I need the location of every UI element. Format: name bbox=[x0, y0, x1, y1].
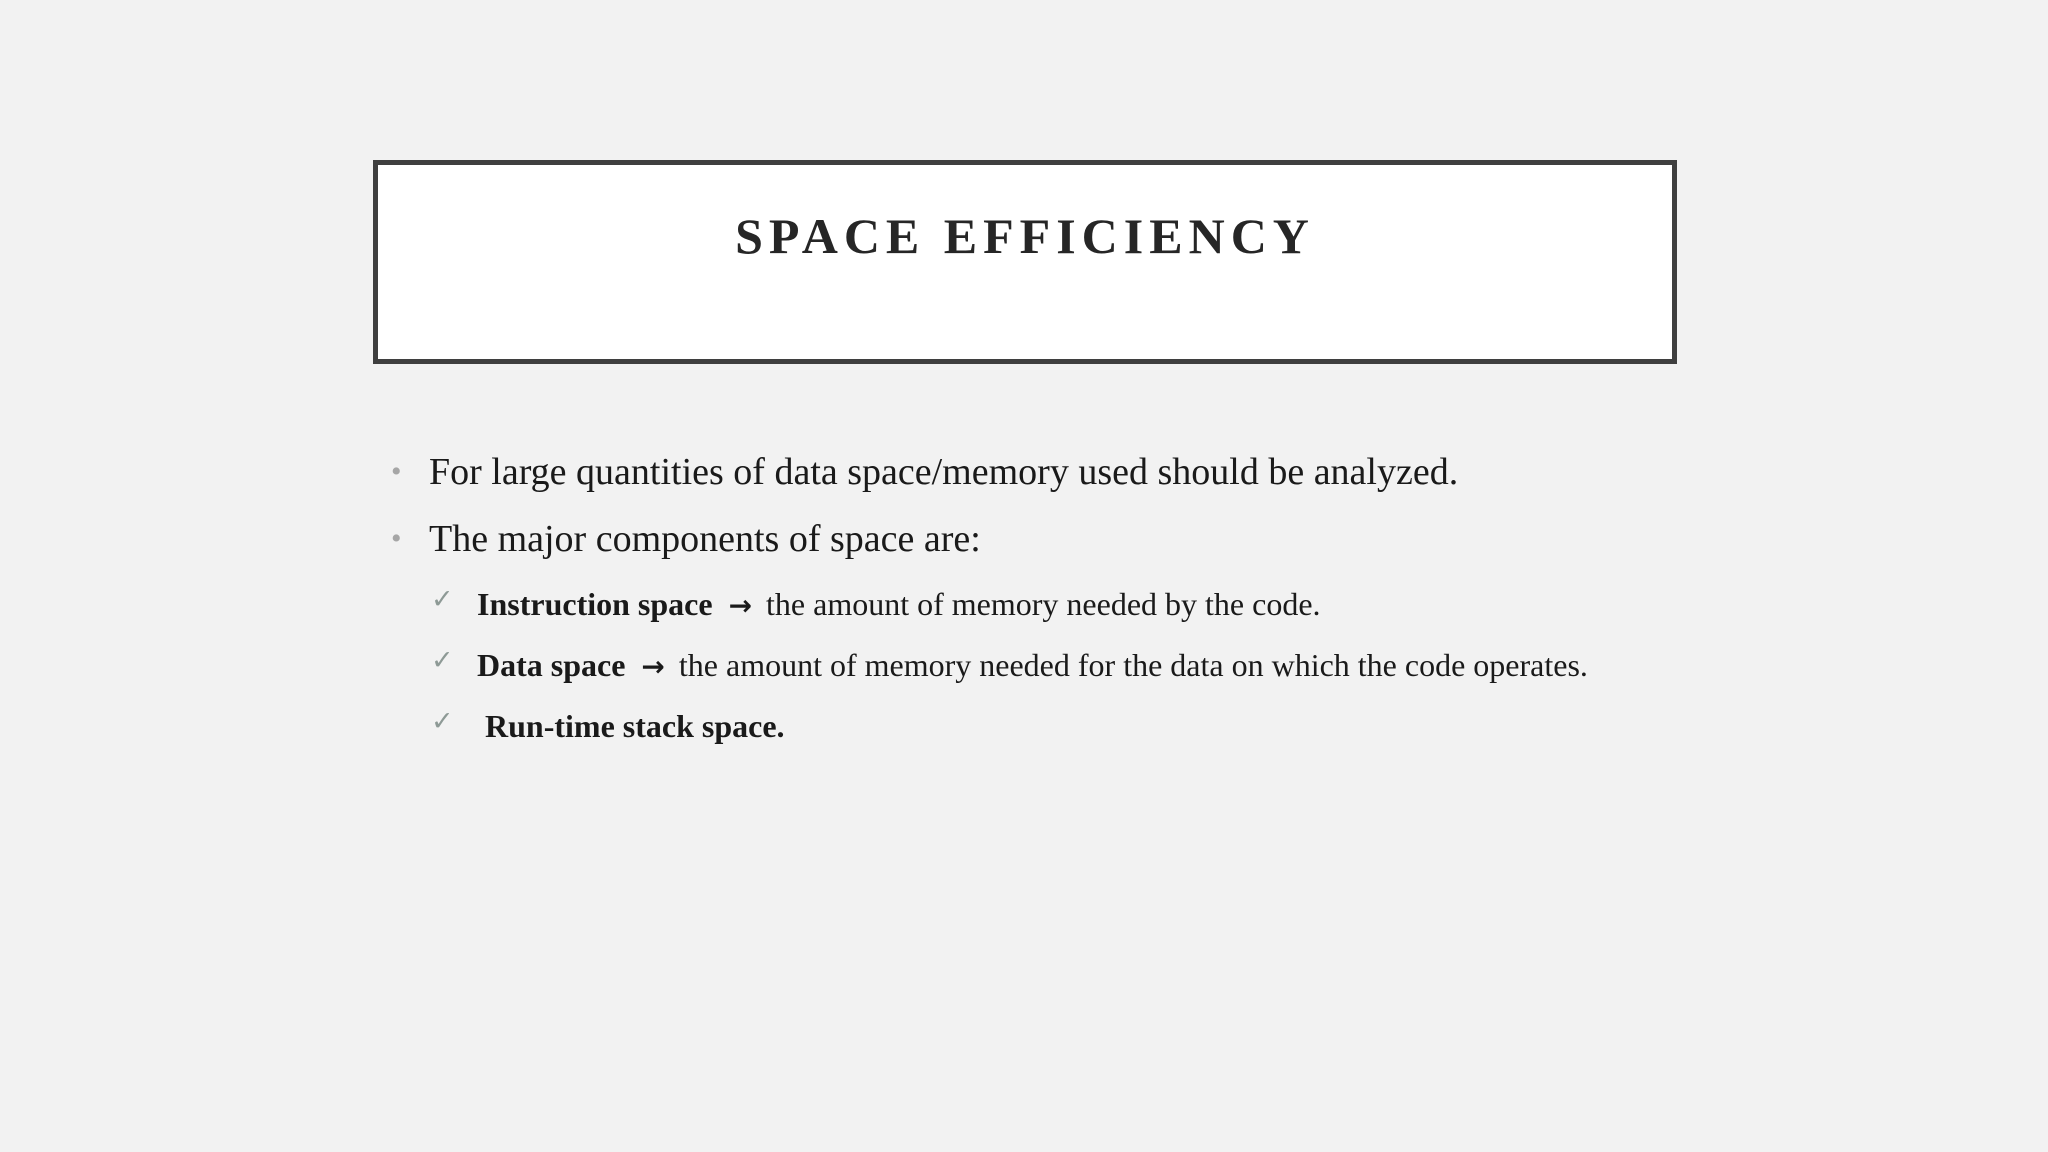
bullet-text: For large quantities of data space/memory used should be analyzed. bbox=[429, 451, 1459, 493]
sub-item-definition: the amount of memory needed for the data on which the code operates. bbox=[678, 647, 1588, 683]
sub-item-instruction-space bbox=[388, 584, 1708, 624]
sub-item-term: Run-time stack space. bbox=[485, 708, 785, 744]
slide-title: SPACE EFFICIENCY bbox=[735, 208, 1315, 264]
sub-item-definition: the amount of memory needed by the code. bbox=[766, 586, 1321, 622]
sub-item-run-time-stack bbox=[388, 706, 1708, 746]
sub-item-data-space bbox=[388, 645, 1708, 685]
bullet-list bbox=[388, 450, 1708, 767]
checkmark-icon: ✓ bbox=[431, 584, 454, 615]
bullet-item bbox=[388, 450, 1708, 494]
bullet-item bbox=[388, 517, 1708, 561]
arrow-right-icon: → bbox=[728, 589, 753, 622]
arrow-right-icon: → bbox=[641, 650, 665, 683]
checkmark-icon: ✓ bbox=[431, 645, 454, 676]
sub-item-term: Instruction space bbox=[477, 586, 713, 622]
sub-item-term: Data space bbox=[477, 647, 626, 683]
bullet-text: The major components of space are: bbox=[429, 518, 981, 560]
title-box bbox=[373, 160, 1677, 364]
checkmark-icon: ✓ bbox=[431, 706, 454, 737]
bullet-dot-icon: • bbox=[391, 455, 402, 488]
bullet-dot-icon: • bbox=[391, 522, 402, 555]
